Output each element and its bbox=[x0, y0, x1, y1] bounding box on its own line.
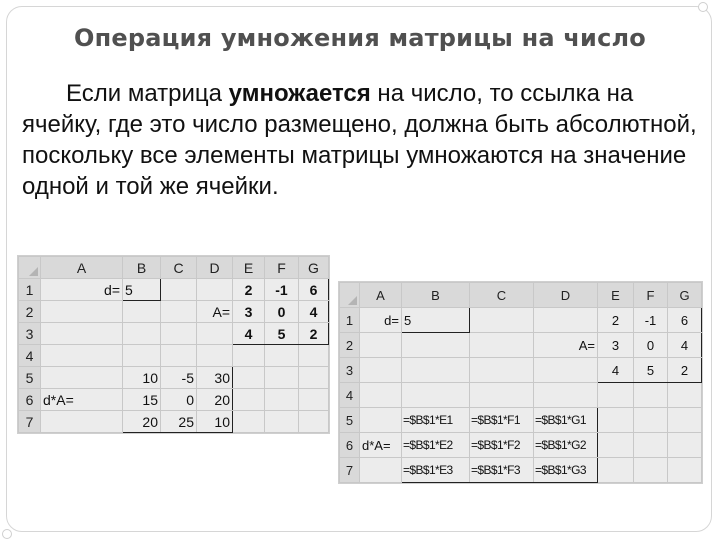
cell[interactable]: A= bbox=[197, 301, 233, 323]
row-header[interactable]: 7 bbox=[340, 458, 360, 483]
corner-triangle-icon bbox=[348, 296, 357, 305]
cell[interactable]: d= bbox=[41, 279, 123, 301]
row-header[interactable]: 7 bbox=[19, 411, 41, 433]
cell[interactable] bbox=[299, 367, 329, 389]
cell[interactable] bbox=[197, 279, 233, 301]
formula-cell[interactable]: =$B$1*E2 bbox=[402, 433, 470, 458]
select-all-corner[interactable] bbox=[19, 257, 41, 279]
cell[interactable] bbox=[470, 308, 534, 333]
cell[interactable] bbox=[265, 367, 299, 389]
cell[interactable]: 0 bbox=[265, 301, 299, 323]
cell[interactable]: 10 bbox=[197, 411, 233, 433]
paragraph-text-start: Если матрица bbox=[66, 80, 229, 107]
cell[interactable] bbox=[598, 383, 634, 408]
table-row bbox=[340, 458, 702, 483]
column-header[interactable]: G bbox=[299, 257, 329, 279]
cell[interactable] bbox=[668, 408, 702, 433]
cell[interactable] bbox=[634, 458, 668, 483]
cell[interactable]: 6 bbox=[668, 308, 702, 333]
row-header[interactable]: 4 bbox=[19, 345, 41, 367]
cell[interactable]: 0 bbox=[161, 389, 197, 411]
cell[interactable] bbox=[233, 411, 265, 433]
row-header[interactable]: 1 bbox=[19, 279, 41, 301]
paragraph-text-end: на число, то ссылка на ячейку, где это число размещено, должна быть абсолютной, поскольку все элементы матрицы умножаются на значение одной и той же ячейки. bbox=[22, 80, 697, 200]
column-header-row bbox=[19, 257, 329, 279]
formula-cell[interactable]: =$B$1*G2 bbox=[534, 433, 598, 458]
cell[interactable] bbox=[668, 433, 702, 458]
cell[interactable] bbox=[123, 345, 161, 367]
formula-cell[interactable]: =$B$1*F2 bbox=[470, 433, 534, 458]
table-row bbox=[340, 358, 702, 383]
select-all-corner[interactable] bbox=[340, 283, 360, 308]
cell[interactable] bbox=[299, 389, 329, 411]
cell[interactable]: 0 bbox=[634, 333, 668, 358]
cell[interactable] bbox=[598, 458, 634, 483]
cell[interactable]: 2 bbox=[299, 323, 329, 345]
cell[interactable] bbox=[634, 433, 668, 458]
cell[interactable] bbox=[360, 358, 402, 383]
cell[interactable] bbox=[360, 458, 402, 483]
cell[interactable] bbox=[534, 383, 598, 408]
table-row bbox=[19, 367, 329, 389]
cell[interactable] bbox=[634, 383, 668, 408]
cell[interactable] bbox=[534, 308, 598, 333]
formula-cell[interactable]: =$B$1*E1 bbox=[402, 408, 470, 433]
table-row bbox=[340, 308, 702, 333]
row-header[interactable]: 2 bbox=[19, 301, 41, 323]
column-header[interactable]: F bbox=[265, 257, 299, 279]
cell[interactable] bbox=[265, 389, 299, 411]
cell[interactable]: 20 bbox=[197, 389, 233, 411]
formula-cell[interactable]: =$B$1*F1 bbox=[470, 408, 534, 433]
row-header[interactable]: 5 bbox=[19, 367, 41, 389]
table-row bbox=[19, 389, 329, 411]
column-header[interactable]: D bbox=[534, 283, 598, 308]
cell[interactable] bbox=[299, 411, 329, 433]
cell[interactable] bbox=[233, 389, 265, 411]
paragraph-emphasis: умножается bbox=[228, 80, 371, 107]
cell[interactable] bbox=[41, 323, 123, 345]
cell[interactable] bbox=[598, 433, 634, 458]
column-header[interactable]: C bbox=[470, 283, 534, 308]
formula-cell[interactable]: =$B$1*G1 bbox=[534, 408, 598, 433]
cell[interactable] bbox=[41, 301, 123, 323]
column-header[interactable]: C bbox=[161, 257, 197, 279]
spreadsheet-values bbox=[18, 256, 329, 433]
cell[interactable] bbox=[470, 358, 534, 383]
cell[interactable]: 5 bbox=[402, 308, 470, 333]
cell[interactable] bbox=[123, 323, 161, 345]
cell[interactable]: 6 bbox=[299, 279, 329, 301]
slide-paragraph bbox=[22, 78, 702, 202]
cell[interactable]: -1 bbox=[634, 308, 668, 333]
cell[interactable] bbox=[634, 408, 668, 433]
cell[interactable] bbox=[197, 345, 233, 367]
formula-cell[interactable]: =$B$1*G3 bbox=[534, 458, 598, 483]
column-header-row bbox=[340, 283, 702, 308]
row-header[interactable]: 2 bbox=[340, 333, 360, 358]
cell[interactable]: 5 bbox=[123, 279, 161, 301]
table-row bbox=[19, 345, 329, 367]
cell[interactable] bbox=[470, 383, 534, 408]
cell[interactable]: 5 bbox=[265, 323, 299, 345]
column-header[interactable]: E bbox=[598, 283, 634, 308]
cell[interactable]: 4 bbox=[598, 358, 634, 383]
table-row bbox=[19, 279, 329, 301]
cell[interactable]: -1 bbox=[265, 279, 299, 301]
row-header[interactable]: 5 bbox=[340, 408, 360, 433]
frame-corner-dot bbox=[698, 2, 708, 12]
cell[interactable] bbox=[41, 367, 123, 389]
spreadsheet-formulas bbox=[339, 282, 702, 483]
cell[interactable]: 30 bbox=[197, 367, 233, 389]
cell[interactable] bbox=[402, 358, 470, 383]
cell[interactable] bbox=[360, 383, 402, 408]
cell[interactable]: 4 bbox=[668, 333, 702, 358]
cell[interactable] bbox=[197, 323, 233, 345]
column-header[interactable]: E bbox=[233, 257, 265, 279]
column-header[interactable]: F bbox=[634, 283, 668, 308]
column-header[interactable]: A bbox=[41, 257, 123, 279]
row-header[interactable]: 1 bbox=[340, 308, 360, 333]
cell[interactable]: 4 bbox=[233, 323, 265, 345]
table-row bbox=[340, 408, 702, 433]
cell[interactable]: 5 bbox=[634, 358, 668, 383]
column-header[interactable]: D bbox=[197, 257, 233, 279]
cell[interactable] bbox=[41, 411, 123, 433]
cell[interactable] bbox=[534, 358, 598, 383]
table-row bbox=[340, 333, 702, 358]
row-header[interactable]: 6 bbox=[340, 433, 360, 458]
table-row bbox=[19, 411, 329, 433]
cell[interactable] bbox=[668, 458, 702, 483]
table-row bbox=[19, 323, 329, 345]
cell[interactable]: d*A= bbox=[41, 389, 123, 411]
cell[interactable]: 2 bbox=[233, 279, 265, 301]
cell[interactable] bbox=[668, 383, 702, 408]
formula-cell[interactable]: =$B$1*E3 bbox=[402, 458, 470, 483]
cell[interactable]: 20 bbox=[123, 411, 161, 433]
cell[interactable] bbox=[402, 383, 470, 408]
corner-triangle-icon bbox=[29, 267, 38, 276]
cell[interactable] bbox=[161, 323, 197, 345]
column-header[interactable]: A bbox=[360, 283, 402, 308]
row-header[interactable]: 4 bbox=[340, 383, 360, 408]
cell[interactable]: 3 bbox=[598, 333, 634, 358]
cell[interactable]: 25 bbox=[161, 411, 197, 433]
cell[interactable] bbox=[360, 333, 402, 358]
slide-title: Операция умножения матрицы на число bbox=[74, 24, 646, 52]
frame-corner-dot bbox=[2, 529, 12, 539]
cell[interactable]: 10 bbox=[123, 367, 161, 389]
cell[interactable] bbox=[470, 333, 534, 358]
cell[interactable] bbox=[161, 345, 197, 367]
cell[interactable]: 2 bbox=[668, 358, 702, 383]
cell[interactable] bbox=[299, 345, 329, 367]
cell[interactable] bbox=[41, 345, 123, 367]
cell[interactable] bbox=[233, 367, 265, 389]
formula-cell[interactable]: =$B$1*F3 bbox=[470, 458, 534, 483]
cell[interactable]: d*A= bbox=[360, 433, 402, 458]
cell[interactable] bbox=[265, 345, 299, 367]
cell[interactable]: 3 bbox=[233, 301, 265, 323]
table-row bbox=[340, 433, 702, 458]
cell[interactable] bbox=[161, 279, 197, 301]
cell[interactable] bbox=[598, 408, 634, 433]
cell[interactable]: d= bbox=[360, 308, 402, 333]
cell[interactable]: A= bbox=[534, 333, 598, 358]
row-header[interactable]: 6 bbox=[19, 389, 41, 411]
cell[interactable] bbox=[123, 301, 161, 323]
column-header[interactable]: B bbox=[402, 283, 470, 308]
cell[interactable] bbox=[265, 411, 299, 433]
cell[interactable]: 15 bbox=[123, 389, 161, 411]
row-header[interactable]: 3 bbox=[340, 358, 360, 383]
table-row bbox=[340, 383, 702, 408]
cell[interactable] bbox=[402, 333, 470, 358]
cell[interactable] bbox=[360, 408, 402, 433]
cell[interactable] bbox=[161, 301, 197, 323]
column-header[interactable]: G bbox=[668, 283, 702, 308]
table-row bbox=[19, 301, 329, 323]
column-header[interactable]: B bbox=[123, 257, 161, 279]
row-header[interactable]: 3 bbox=[19, 323, 41, 345]
cell[interactable]: 4 bbox=[299, 301, 329, 323]
cell[interactable]: -5 bbox=[161, 367, 197, 389]
cell[interactable] bbox=[233, 345, 265, 367]
cell[interactable]: 2 bbox=[598, 308, 634, 333]
